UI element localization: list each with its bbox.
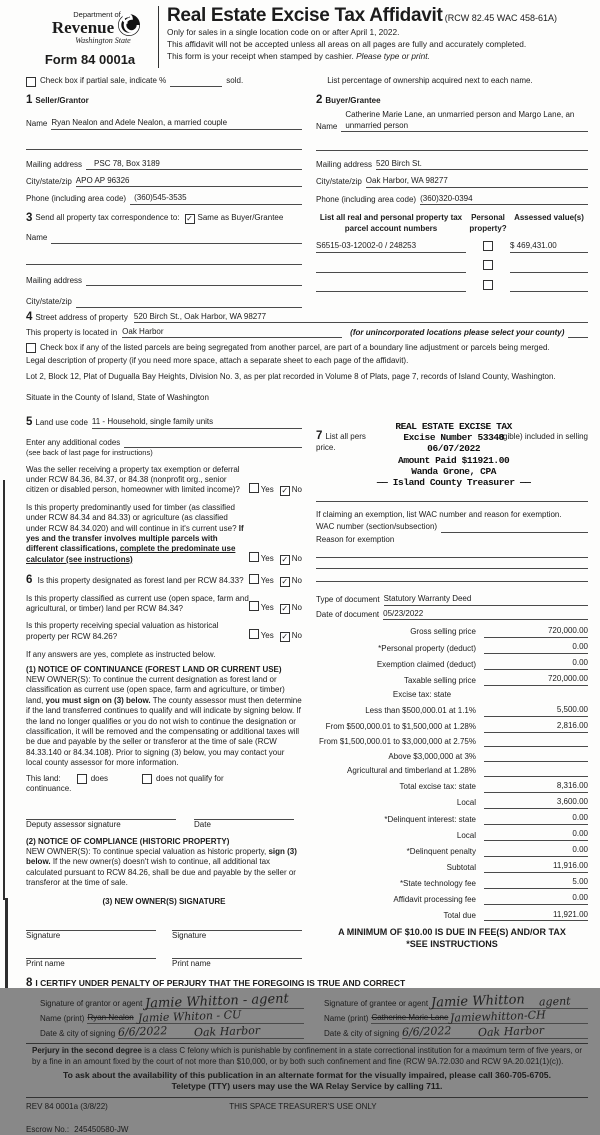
grantee-date-handwriting: 6/6/2022 — [401, 1024, 452, 1039]
footer-row — [26, 1102, 588, 1112]
grantee-sig-field[interactable] — [430, 992, 588, 1011]
new-owners-signature-title: (3) NEW OWNER(S) SIGNATURE — [102, 896, 226, 906]
segregated-label: Check box if any of the listed parcels are being segregated from another parcel, are part of a boundary line adjustment or parcels being merged. — [40, 343, 550, 353]
ownership-note: List percentage of ownership acquired next to each name. — [327, 76, 533, 86]
scan-artifact-line — [5, 898, 8, 988]
section-3-row — [26, 213, 302, 225]
date-of-document-label: Date of document — [316, 609, 380, 619]
tax-label: Total due — [443, 911, 476, 920]
revenue-swirl-icon — [116, 12, 142, 41]
signature-label: Signature — [26, 931, 61, 941]
located-in-field[interactable]: Oak Harbor — [122, 327, 342, 338]
tax-label: *Delinquent interest: state — [384, 814, 476, 824]
stamp-line5: Wanda Grone, CPA — [411, 465, 497, 477]
buyer-mailing-field[interactable]: 520 Birch St. — [376, 159, 588, 170]
tax-value: 8,316.00 — [484, 781, 588, 793]
tax-label: From $500,000.01 to $1,500,000 at 1.28% — [325, 722, 476, 732]
escrow-row — [26, 1125, 588, 1135]
logo-state-text: Washington State — [75, 36, 131, 46]
parcel-row — [316, 260, 588, 272]
personal-property-checkbox[interactable] — [483, 241, 493, 251]
corr-mailing-label: Mailing address — [26, 275, 83, 285]
same-as-buyer-checkbox[interactable]: ✓ — [186, 213, 193, 223]
escrow-number: 245450580-JW — [74, 1124, 129, 1134]
section-6-number: 6 — [26, 574, 33, 587]
parcel-number-field[interactable] — [316, 290, 466, 292]
buyer-csz-field[interactable]: Oak Harbor, WA 98277 — [366, 176, 588, 187]
date-of-document-field[interactable]: 05/23/2022 — [383, 609, 588, 620]
excise-column — [316, 417, 588, 951]
no-checkbox[interactable]: ✓ — [281, 632, 289, 642]
subtitle-line2: This affidavit will not be accepted unless all areas on all pages are fully and accurately completed. — [167, 38, 527, 49]
tax-label: Taxable selling price — [403, 675, 476, 685]
section-2-title: Buyer/Grantee — [325, 95, 381, 105]
logo-revenue-text: Revenue — [51, 17, 115, 37]
grantee-agent-handwriting: agent — [538, 994, 571, 1009]
deputy-assessor-label: Deputy assessor signature — [26, 820, 121, 830]
personal-property-cell — [466, 280, 510, 292]
reason-line-2[interactable] — [316, 558, 588, 569]
corr-name-field[interactable] — [51, 234, 302, 244]
section-3-text: Send all property tax correspondence to: — [35, 213, 180, 223]
no-checkbox[interactable]: ✓ — [281, 555, 289, 565]
new-owner-printname-field-2[interactable] — [172, 949, 302, 959]
notice-continuance-title: (1) NOTICE OF CONTINUANCE (FOREST LAND OR CURRENT USE) — [26, 664, 282, 674]
seller-name-field[interactable]: Ryan Nealon and Adele Nealon, a married couple — [51, 118, 302, 129]
seller-phone-field[interactable]: (360)545-3535 — [130, 193, 302, 204]
tax-label: Affidavit processing fee — [393, 894, 476, 904]
logo-dept-text: Department of — [73, 10, 121, 19]
yes-checkbox[interactable] — [249, 601, 259, 611]
yes-checkbox[interactable] — [249, 629, 259, 639]
legal-description-text: Lot 2, Block 12, Plat of Dugualla Bay Heights, Division No. 3, as per plat recorded in Volume 8 of Plats, page 7, records of Island County, Washington. — [26, 372, 556, 382]
grantor-city-handwriting: Oak Harbor — [193, 1023, 260, 1040]
scan-artifact-line — [3, 480, 5, 900]
located-in-label: This property is located in — [26, 328, 118, 338]
wac-number-field[interactable] — [441, 523, 588, 533]
grantor-name-typed: Ryan Nealon — [87, 1012, 134, 1022]
tax-value: 0.00 — [484, 845, 588, 857]
tax-label: Local — [456, 830, 476, 840]
tax-label: Subtotal — [446, 862, 476, 872]
tax-value: 0.00 — [484, 658, 588, 670]
question-timber-agriculture: Is this property predominantly used for timber (as classified under RCW 84.34 and 84.33) or agriculture (as classified under RCW 84.34.020) and will continue in it's current use? If yes and the transfer involves multiple parcels with different classifications, complete the predominate use calculator (see instructions) Yes ✓ No — [26, 502, 302, 565]
parcel-table-header — [316, 213, 588, 234]
timber-agriculture-answer: Yes ✓ No — [243, 552, 302, 565]
buyer-csz-label: City/state/zip — [316, 177, 362, 187]
personal-property-header: Personal property? — [469, 213, 507, 233]
land-use-label: Land use code — [35, 418, 88, 428]
grantee-signature-handwriting: Jamie Whitton — [430, 992, 526, 1011]
tax-label: Exemption claimed (deduct) — [376, 659, 476, 669]
grantee-sig-label: Signature of grantee or agent — [324, 998, 429, 1008]
partial-sale-percent-field[interactable] — [170, 86, 222, 87]
grantee-name-typed: Catherine Marie Lane — [371, 1012, 449, 1022]
tax-label: Local — [456, 798, 476, 808]
county-note: (for unincorporated locations please select your county) — [350, 328, 565, 338]
same-as-buyer-label: Same as Buyer/Grantee — [197, 213, 284, 223]
deputy-assessor-signature-field[interactable] — [26, 810, 176, 820]
no-checkbox[interactable]: ✓ — [281, 485, 289, 495]
deputy-date-label: Date — [194, 820, 211, 830]
partial-sale-sold-label: sold. — [226, 76, 244, 86]
tax-label: From $1,500,000.01 to $3,000,000 at 2.75% — [318, 736, 476, 746]
assessed-value-field[interactable]: $ 469,431.00 — [510, 241, 588, 253]
segregated-checkbox[interactable] — [26, 343, 36, 353]
tax-value: 5,500.00 — [484, 705, 588, 717]
forest-land-answer: Yes ✓ No — [243, 574, 302, 587]
question-current-use: Is this property classified as current use (open space, farm and agricultural, or timber) land per RCW 84.34? Yes ✓ No — [26, 593, 302, 614]
tax-label: Above $3,000,000 at 3% — [388, 751, 476, 761]
parcel-row — [316, 280, 588, 292]
grantee-name-handwriting: Jamiewhitton-CH — [450, 1008, 547, 1025]
grantor-sig-label: Signature of grantor or agent — [40, 998, 143, 1008]
perjury-divider — [26, 1043, 588, 1044]
seller-csz-label: City/state/zip — [26, 177, 72, 187]
tax-value: 720,000.00 — [484, 626, 588, 638]
street-address-field[interactable]: 520 Birch St., Oak Harbor, WA 98277 — [134, 312, 588, 323]
grantor-signing-block — [26, 993, 304, 1039]
parcel-number-field[interactable] — [316, 271, 466, 273]
section-1-title: Seller/Grantor — [35, 95, 89, 105]
form-title: Real Estate Excise Tax Affidavit — [167, 5, 443, 26]
section-3-number: 3 — [26, 211, 33, 224]
tax-value: 0.00 — [484, 642, 588, 654]
tax-label: Total excise tax: state — [399, 782, 476, 792]
tax-label: *State technology fee — [399, 878, 476, 888]
grantee-datecity-label: Date & city of signing — [324, 1028, 400, 1038]
list-personal-pre: List all pers — [325, 432, 366, 442]
personal-property-list-line[interactable] — [316, 493, 588, 502]
grantor-name-handwriting: Jamie Whiton - CU — [137, 1008, 242, 1025]
excise-tax-state-heading: Excise tax: state — [392, 690, 452, 700]
corr-mailing-field[interactable] — [86, 276, 302, 286]
tax-value — [484, 737, 588, 748]
stamp-line1: REAL ESTATE EXCISE TAX — [395, 421, 512, 432]
personal-property-checkbox[interactable] — [483, 280, 493, 290]
additional-codes-note: (see back of last page for instructions) — [26, 447, 153, 457]
parcel-numbers-header: List all real and personal property tax parcel account numbers — [319, 213, 463, 233]
signature-label: Signature — [172, 931, 207, 941]
continuance-word: continuance. — [26, 783, 72, 793]
form-header — [26, 6, 588, 68]
section-4-number: 4 — [26, 310, 33, 323]
corr-csz-field[interactable] — [76, 298, 302, 308]
grantor-printname-field[interactable] — [87, 1008, 304, 1025]
grantor-date-handwriting: 6/6/2022 — [117, 1024, 168, 1039]
buyer-phone-field[interactable]: (360)320-0394 — [420, 194, 588, 205]
seller-mailing-field[interactable]: PSC 78, Box 3189 — [86, 159, 302, 170]
buyer-mailing-label: Mailing address — [316, 160, 373, 170]
tax-label: Gross selling price — [410, 627, 476, 637]
reason-line-3[interactable] — [316, 569, 588, 582]
grantor-datecity-label: Date & city of signing — [40, 1028, 116, 1038]
buyer-column — [316, 95, 588, 292]
alt-format-text: To ask about the availability of this publication in an alternate format for the visually impaired, please call 360-705-6705. Teletype (TTY) users may use the WA Relay Service by calling 711. — [63, 1070, 551, 1092]
historical-answer: Yes ✓ No — [243, 629, 302, 642]
exemption-claim-text: If claiming an exemption, list WAC number and reason for exemption. — [316, 510, 562, 519]
price-word: price. — [316, 442, 336, 452]
situate-text: Situate in the County of Island, State of Washington — [26, 392, 209, 402]
seller-phone-label: Phone (including area code) — [26, 194, 127, 204]
perjury-text: Perjury in the second degree is a class C felony which is punishable by confinement in a state correctional institution for a maximum term of five years, or by a fine in an amount fixed by the court of not more than $10,000, or by both such confinement and fine (RCW 9A.72.030 and RCW 9A.20.021(1)(c)). — [32, 1046, 582, 1066]
form-rcw-ref: (RCW 82.45 WAC 458-61A) — [444, 13, 557, 23]
grantee-signing-block — [304, 993, 588, 1039]
stamp-line2: Excise Number 53348 — [403, 432, 505, 444]
stamp-line6: —— Island County Treasurer —— — [376, 477, 531, 489]
corr-name2-field[interactable] — [26, 255, 302, 265]
legal-description-label: Legal description of property (if you need more space, attach a separate sheet to each page of the affidavit). — [26, 355, 409, 365]
print-name-label: Print name — [172, 959, 211, 969]
tax-value: 0.00 — [484, 829, 588, 841]
stamp-line3: 06/07/2022 — [427, 443, 481, 455]
additional-codes-label: Enter any additional codes — [26, 437, 121, 447]
wac-number-label: WAC number (section/subsection) — [316, 522, 438, 532]
see-instructions-note: *SEE INSTRUCTIONS — [406, 939, 498, 950]
grantee-city-handwriting: Oak Harbor — [477, 1023, 544, 1040]
grantor-sig-field[interactable] — [145, 991, 304, 1012]
tax-value — [484, 766, 588, 777]
buyer-name-field[interactable]: Catherine Marie Lane, an unmarried person and Margo Lane, an unmarried person — [341, 110, 588, 132]
seller-name-label: Name — [26, 119, 48, 129]
excise-stamp — [334, 421, 573, 488]
current-use-answer: Yes ✓ No — [243, 601, 302, 614]
corr-csz-label: City/state/zip — [26, 297, 72, 307]
yes-checkbox[interactable] — [249, 552, 259, 562]
land-use-field[interactable]: 11 - Household, single family units — [92, 417, 302, 428]
section-8 — [26, 978, 588, 1040]
corr-name-label: Name — [26, 233, 48, 243]
notice-compliance-body: NEW OWNER(S): To continue special valuation as historic property, sign (3) below. If the new owner(s) doesn't wish to continue, all additional tax calculated pursuant to RCW 84.26, shall be due and payable by the seller or transferor at the time of sale. — [26, 847, 297, 888]
section-4 — [26, 312, 588, 403]
buyer-phone-label: Phone (including area code) — [316, 194, 417, 204]
assessed-value-field[interactable] — [510, 290, 588, 292]
if-yes-note: If any answers are yes, complete as instructed below. — [26, 650, 216, 660]
type-of-document-label: Type of document — [316, 595, 380, 605]
tax-value: 11,916.00 — [484, 861, 588, 873]
reason-exemption-label: Reason for exemption — [316, 534, 395, 544]
tax-value: 5.00 — [484, 877, 588, 889]
new-owner-printname-field-1[interactable] — [26, 949, 156, 959]
personal-property-checkbox[interactable] — [483, 260, 493, 270]
exemption-deferral-answer: Yes ✓ No — [243, 483, 302, 496]
grantee-printname-field[interactable] — [371, 1008, 588, 1025]
escrow-label: Escrow No.: — [26, 1124, 70, 1134]
seller-csz-field[interactable]: APO AP 96326 — [76, 176, 302, 187]
tax-value: 720,000.00 — [484, 674, 588, 686]
partial-sale-row — [26, 76, 588, 86]
tax-table — [316, 626, 588, 921]
tax-value: 2,816.00 — [484, 721, 588, 733]
deputy-date-field[interactable] — [194, 810, 294, 820]
parcel-number-field[interactable]: S6515-03-12002-0 / 248253 — [316, 241, 466, 253]
grantor-signature-handwriting: Jamie Whitton - agent — [145, 991, 290, 1012]
land-qualify-row: This land: does does not qualify for — [26, 773, 224, 783]
subtitle-line3: This form is your receipt when stamped by cashier. Please type or print. — [167, 51, 430, 62]
stamp-line4: Amount Paid $11921.00 — [398, 454, 510, 466]
type-of-document-field[interactable]: Statutory Warranty Deed — [384, 594, 588, 605]
grantee-datecity-field[interactable] — [401, 1023, 588, 1040]
treasurer-stamp-area — [316, 421, 588, 493]
land-use-column — [26, 417, 302, 970]
tax-label: *Delinquent penalty — [406, 846, 476, 856]
street-address-label: Street address of property — [35, 312, 128, 322]
title-block — [158, 6, 557, 68]
assessed-values-header: Assessed value(s) — [514, 213, 584, 223]
tax-label: Agricultural and timberland at 1.28% — [347, 766, 476, 776]
no-checkbox[interactable]: ✓ — [281, 604, 289, 614]
grantor-datecity-field[interactable] — [117, 1023, 304, 1040]
print-name-label: Print name — [26, 959, 65, 969]
question-forest-land: 6 Is this property designated as forest land per RCW 84.33? Yes ✓ No — [26, 574, 302, 587]
tax-value — [484, 752, 588, 763]
buyer-name-label: Name — [316, 121, 338, 131]
seller-column — [26, 95, 302, 308]
tax-label: *Personal property (deduct) — [378, 643, 476, 653]
seller-name2-field[interactable] — [26, 140, 302, 150]
list-personal-post: ngible) included in selling — [498, 432, 588, 442]
parcel-row — [316, 241, 588, 253]
section-1-number: 1 — [26, 93, 33, 106]
yes-checkbox[interactable] — [249, 574, 259, 584]
personal-property-cell — [466, 241, 510, 253]
additional-codes-field[interactable] — [124, 438, 302, 448]
minimum-due-note: A MINIMUM OF $10.00 IS DUE IN FEE(S) AND/OR TAX — [338, 927, 566, 938]
does-checkbox[interactable] — [77, 774, 87, 784]
tax-label: Less than $500,000.01 at 1.1% — [365, 706, 476, 716]
no-checkbox[interactable]: ✓ — [281, 576, 289, 586]
rev-number: REV 84 0001a (3/8/22) — [26, 1102, 108, 1112]
grantor-printname-label: Name (print) — [40, 1013, 85, 1023]
notice-compliance-title: (2) NOTICE OF COMPLIANCE (HISTORIC PROPERTY) — [26, 836, 230, 846]
yes-checkbox[interactable] — [249, 483, 259, 493]
certify-statement: I CERTIFY UNDER PENALTY OF PERJURY THAT THE FOREGOING IS TRUE AND CORRECT — [35, 978, 406, 989]
reason-line-1[interactable] — [316, 545, 588, 558]
does-not-checkbox[interactable] — [142, 774, 152, 784]
seller-mailing-label: Mailing address — [26, 159, 83, 169]
tax-value: 0.00 — [484, 893, 588, 905]
section-7-number: 7 — [316, 430, 323, 442]
personal-property-cell — [466, 260, 510, 272]
buyer-name2-field[interactable] — [316, 141, 588, 151]
assessed-value-field[interactable] — [510, 271, 588, 273]
notice-continuance-body: NEW OWNER(S): To continue the current designation as forest land or classification as current use (open space, farm and agriculture, or timber) land, you must sign on (3) below. The county assessor must then determine if the land transferred continues to qualify and will indicate by signing below. If the land no longer qualifies or you do not wish to continue the designation or classification, it will be removed and the compensating or additional taxes will be due and payable by the seller or transferor at the time of sale (RCW 84.33.140 or 84.34.108). Prior to signing (3) below, you may contact your local county assessor for more information. — [26, 675, 302, 768]
form-number: Form 84 0001a — [44, 51, 136, 67]
footer-divider — [26, 1097, 588, 1098]
tax-value: 11,921.00 — [484, 910, 588, 922]
new-owner-signature-field-1[interactable] — [26, 921, 156, 931]
partial-sale-label: Check box if partial sale, indicate % — [40, 76, 167, 86]
section-5-number: 5 — [26, 416, 33, 428]
section-2-number: 2 — [316, 93, 323, 106]
subtitle-line1: Only for sales in a single location code on or after April 1, 2022. — [167, 26, 400, 37]
grantee-printname-label: Name (print) — [324, 1013, 369, 1023]
section-8-number: 8 — [26, 976, 33, 989]
new-owner-signature-field-2[interactable] — [172, 921, 302, 931]
partial-sale-checkbox[interactable] — [26, 77, 36, 87]
tax-value: 3,600.00 — [484, 797, 588, 809]
tax-value: 0.00 — [484, 813, 588, 825]
treasurer-use-only: THIS SPACE TREASURER'S USE ONLY — [229, 1102, 377, 1112]
question-exemption-deferral: Was the seller receiving a property tax exemption or deferral under RCW 84.36, 84.37, or 84.38 (nonprofit org., senior citizen or disabled person, homeowner with limited income)? Yes ✓ No — [26, 464, 302, 495]
question-historical: Is this property receiving special valuation as historical property per RCW 84.26? Yes ✓ No — [26, 621, 302, 642]
dor-logo — [26, 6, 154, 68]
